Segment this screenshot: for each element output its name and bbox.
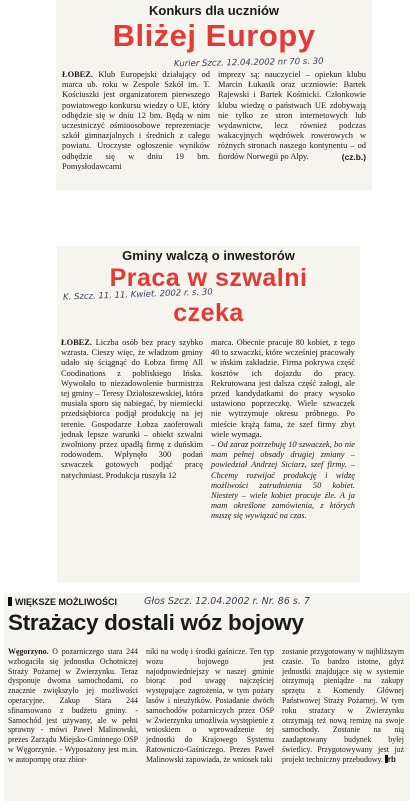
article-lead: ŁOBEZ. <box>62 70 93 79</box>
clipping-strazacy <box>4 593 410 801</box>
article-lead: Węgorzyno. <box>8 647 49 656</box>
article-column-1: ŁOBEZ. Liczba osób bez pracy szybko wzrasta. Cieszy więc, że władzom gminy udało się ściągnąć do Łobza firmę All Coodinations z pobliskiego Ińska. Wywołało to niezadowolenie burmistrza tej gminy – Teresy Działoszewskiej, która musiała sporo się nabiegać, by niemiecki przedsiębiorca podjął produkcję na jej terenie. Gospodarze Łobza zaoferowali jednak lepsze warunki – obiekt szwalni zwolniony przez upadłą firmę z duńskim rodowodem. Wpłynęło 300 podań szwaczek gotowych podjąć pracę natychmiast. Produkcja ruszyła 12 <box>61 338 203 480</box>
kicker-row: WIĘKSZE MOŻLIWOŚCI <box>8 597 117 607</box>
article-column-2 <box>211 338 355 522</box>
handwritten-source-note: Głos Szcz. 12.04.2002 r. Nr. 86 s. 7 <box>144 596 310 607</box>
article-quote: – Od zaraz potrzebuję 10 szwaczek, bo nie mam pełnej obsady drugiej zmiany – powiedział Andrzej Siciarz, szef firmy. – Chcemy rozwijać produkcję i widzę możliwości zatrudnienia 50 kobiet. Niestety – wiele kobiet pracuje źle. A ja mam określone zamówienia, z których muszę się wywiązać na czas. <box>211 440 355 521</box>
article-kicker: Gminy walczą o inwestorów <box>122 248 295 263</box>
article-title: Strażacy dostali wóz bojowy <box>8 610 304 635</box>
clipping-praca-w-szwalni <box>57 246 360 582</box>
article-column-1: ŁOBEZ. Klub Europejski działający od marca ub. roku w Zespole Szkół im. T. Kościuszki jest organizatorem pierwszego powiatowego konkursu wiedzy o UE, który odbędzie się w dniu 12 bm. Będą w nim uczestniczyć ośmioosobowe reprezentacje szkół gimnazjalnych i średnich z całego powiatu. Uroczyste ogłoszenie wyników odbędzie się w dniu 19 bm. Pomysłodawcami <box>62 70 210 171</box>
article-title-line-1: Praca w szwalni <box>109 264 308 292</box>
article-kicker: Konkurs dla uczniów <box>148 3 279 18</box>
article-lead: ŁOBEZ. <box>61 338 92 347</box>
kicker-marker-icon <box>8 597 12 606</box>
article-signature: rb <box>387 754 396 764</box>
article-paragraph: marca. Obecnie pracuje 80 kobiet, z tego 40 to szwaczki, które wcześniej pracowały w ińskim zakładzie. Firma pokrywa część kosztów ich dojazdu do pracy. Rekrutowana jest dalsza część załogi, ale przed kandydatkami do pracy wysoko ustawiono poprzeczkę. Wiele szwaczek nie wytrzymuje okresu próbnego. Po mieście krążą fama, że szef firmy zbyt wiele wymaga. <box>211 338 355 439</box>
article-column-1: Węgorzyno. O pozarniczego stara 244 wzbogaciła się jednostka Ochotniczej Straży Pożarnej w Zwierzynku. Teraz dysponuje dwoma samochodami, co znacznie zwiększyło jej możliwości operacyjne. Zakup Stara 244 sfinansowano z budżetu gminy. - Samochód jest używany, ale w pełni sprawny - mówi Paweł Malinowski, prezes Zarządu Miejsko-Gminnego OSP w Węgorzynie. - Wyposażony jest m.in. w autopompę oraz zbior- <box>8 647 138 764</box>
clipping-bliżej-europy <box>56 0 372 190</box>
article-signature: (cz.b.) <box>341 151 366 162</box>
article-column-2: imprezy są: nauczyciel – opiekun klubu Marcin Łukasik oraz uczniowie: Bartek Rajewski i Bartek Kośmicki. Członkowie klubu wiedzę o państwach UE zdobywają nie tylko ze stron internetowych lub wydawnictw, lecz również podczas wakacyjnych wędrówek rowerowych w różnych stronach naszego kontynentu – od fiordów Norwegii po Alpy. (cz.b.) <box>218 70 366 162</box>
article-column-3: zostanie przygotowany w najbliższym czasie. To bardzo istotne, gdyż jednostki znajdujące się w systemie otrzymują pieniądze na zakupy sprzętu z Komendy Głównej Państwowej Straży Pożarnej. W tym roku strażacy w Zwierzynku otrzymają też nową remizę na swoje samochody. Zostanie na nią zaadaptowany budynek byłej świetlicy. Przygotowywany jest już projekt techniczny przebudowy. rb <box>282 647 404 764</box>
handwritten-source-note: Kurier Szcz. 12.04.2002 nr 70 s. 30 <box>173 56 324 70</box>
article-column-2: niki na wodę i środki gaśnicze. Ten typ wozu bojowego jest najodpowiedniejszy w naszej gminie biorąc pod uwagę najczęściej występujące zagrożenia, w tym pożary lasów i nieużytków. Posiadanie dwóch samochodów pożarniczych przez OSP w Zwierzynku umożliwia występienie z wnioskiem o wprowadzenie tej jednostki do Krajowego Systemu Ratowniczo-Gaśniczego. Prezes Paweł Malinowski zapowiada, że wniosek taki <box>146 647 274 764</box>
article-title: Bliżej Europy <box>112 18 316 53</box>
handwritten-source-note: K. Szcz. 11. 11. Kwiet. 2002 r. s. 30 <box>62 287 213 303</box>
article-title-line-2: czeka <box>173 299 244 327</box>
